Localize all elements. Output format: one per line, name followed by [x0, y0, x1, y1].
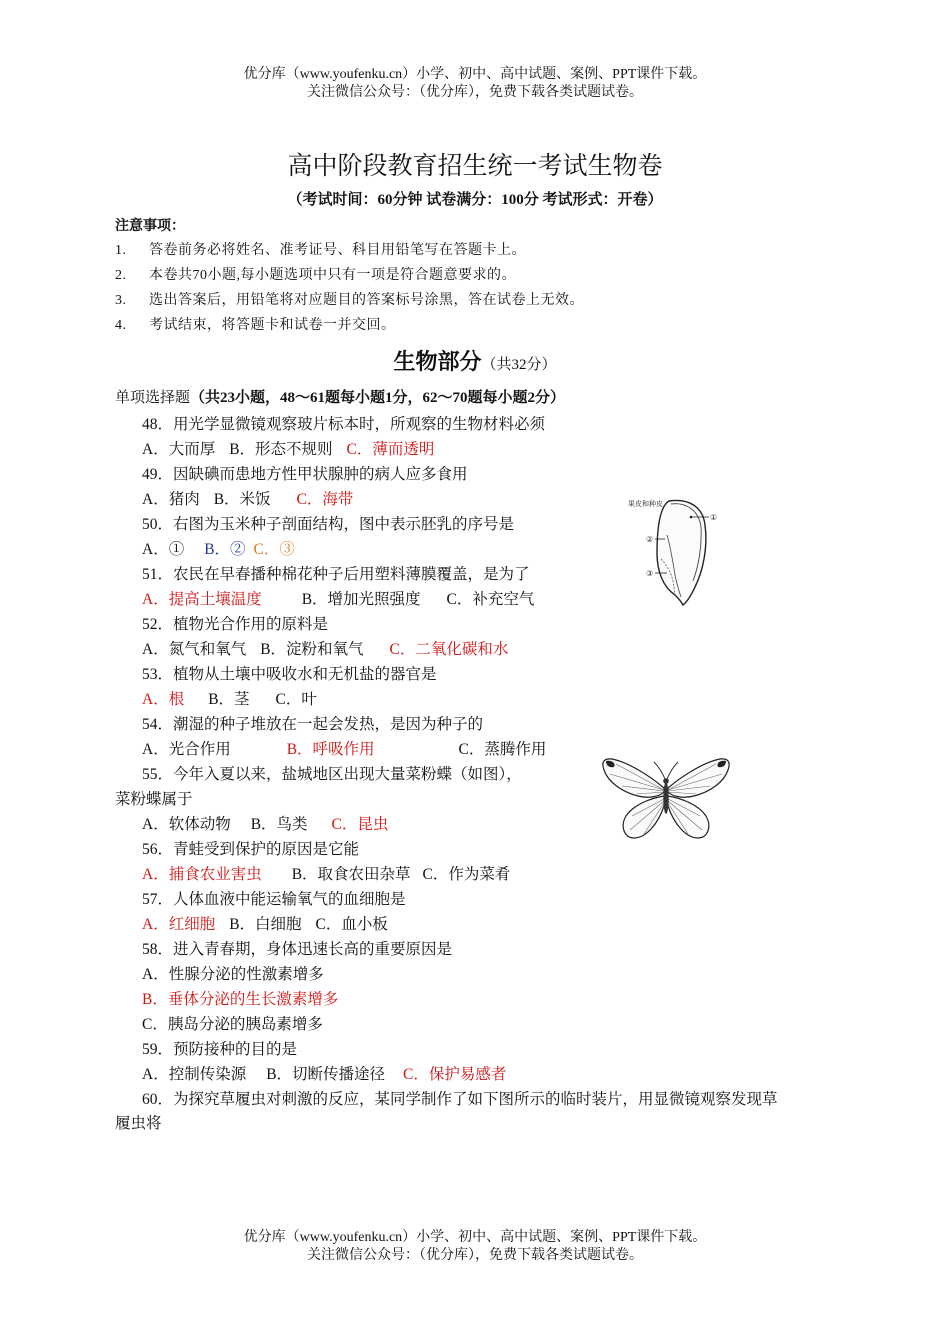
- question-54-stem: 54．潮湿的种子堆放在一起会发热，是因为种子的: [142, 716, 484, 733]
- question-54-options: A．光合作用 B．呼吸作用 C．蒸腾作用: [142, 741, 547, 758]
- cabbage-butterfly-figure: [598, 754, 734, 844]
- question-53-stem: 53．植物从土壤中吸收水和无机盐的器官是: [142, 666, 437, 683]
- question-60-stem: 60．为探究草履虫对刺激的反应，某同学制作了如下图所示的临时装片，用显微镜观察发现草: [142, 1091, 778, 1108]
- question-58-option-b: B．垂体分泌的生长激素增多: [142, 991, 339, 1008]
- question-49-stem: 49．因缺碘而患地方性甲状腺肿的病人应多食用: [142, 466, 468, 483]
- question-56-stem: 56．青蛙受到保护的原因是它能: [142, 841, 360, 858]
- question-48-stem: 48．用光学显微镜观察玻片标本时，所观察的生物材料必须: [142, 416, 546, 433]
- question-48-options: A．大而厚 B．形态不规则 C．薄而透明: [142, 441, 435, 458]
- choice-heading: 单项选择题（共23小题，48～61题每小题1分，62～70题每小题2分）: [115, 390, 566, 406]
- notice-heading: 注意事项：: [115, 219, 185, 234]
- seed-mark-2: ②: [646, 535, 654, 544]
- notice-item: 3. 选出答案后，用铅笔将对应题目的答案标号涂黑，答在试卷上无效。: [115, 293, 584, 308]
- question-58-option-c: C．胰岛分泌的胰岛素增多: [142, 1016, 323, 1033]
- question-50-options: A．① B．② C．③: [142, 541, 295, 558]
- question-55-stem: 55．今年入夏以来，盐城地区出现大量菜粉蝶（如图），: [142, 766, 522, 783]
- question-56-options: A．捕食农业害虫 B．取食农田杂草 C．作为菜肴: [142, 866, 511, 883]
- corn-seed-figure: [625, 495, 720, 607]
- notice-item: 4. 考试结束，将答题卡和试卷一并交回。: [115, 318, 396, 333]
- seed-mark-3: ③: [646, 569, 654, 578]
- question-53-options: A．根 B．茎 C．叶: [142, 691, 317, 708]
- page-footer-line1: 优分库（www.youfenku.cn）小学、初中、高中试题、案例、PPT课件下载。: [243, 1230, 707, 1245]
- section-title: 生物部分（共32分）: [393, 349, 557, 374]
- notice-item: 1. 答卷前务必将姓名、准考证号、科目用铅笔写在答题卡上。: [115, 243, 526, 258]
- question-55-stem-cont: 菜粉蝶属于: [115, 791, 193, 808]
- question-58-stem: 58．进入青春期，身体迅速长高的重要原因是: [142, 941, 453, 958]
- seed-mark-1: ①: [710, 513, 718, 522]
- question-55-options: A．软体动物 B．鸟类 C．昆虫: [142, 816, 389, 833]
- question-57-options: A．红细胞 B．白细胞 C．血小板: [142, 916, 388, 933]
- seed-caption: 果皮和种皮: [628, 500, 663, 508]
- notice-item: 2. 本卷共70小题,每小题选项中只有一项是符合题意要求的。: [115, 268, 516, 283]
- question-58-option-a: A．性腺分泌的性激素增多: [142, 966, 324, 983]
- question-51-stem: 51．农民在早春播种棉花种子后用塑料薄膜覆盖，是为了: [142, 566, 530, 583]
- question-59-options: A．控制传染源 B．切断传播途径 C．保护易感者: [142, 1066, 507, 1083]
- question-49-options: A．猪肉 B．米饭 C．海带: [142, 491, 354, 508]
- question-59-stem: 59．预防接种的目的是: [142, 1041, 298, 1058]
- page-header-line2: 关注微信公众号：（优分库），免费下载各类试题试卷。: [307, 85, 643, 100]
- page-header-line1: 优分库（www.youfenku.cn）小学、初中、高中试题、案例、PPT课件下载。: [243, 67, 707, 82]
- page-footer-line2: 关注微信公众号：（优分库），免费下载各类试题试卷。: [307, 1248, 643, 1263]
- question-57-stem: 57．人体血液中能运输氧气的血细胞是: [142, 891, 406, 908]
- question-50-stem: 50．右图为玉米种子剖面结构，图中表示胚乳的序号是: [142, 516, 515, 533]
- exam-title: 高中阶段教育招生统一考试生物卷: [287, 153, 663, 180]
- exam-subtitle: （考试时间：60分钟 试卷满分：100分 考试形式：开卷）: [287, 192, 663, 208]
- question-52-options: A．氮气和氧气 B．淀粉和氧气 C．二氧化碳和水: [142, 641, 509, 658]
- question-60-stem-cont: 履虫将: [115, 1115, 162, 1132]
- question-51-options: A．提高土壤温度 B．增加光照强度 C．补充空气: [142, 591, 535, 608]
- question-52-stem: 52．植物光合作用的原料是: [142, 616, 329, 633]
